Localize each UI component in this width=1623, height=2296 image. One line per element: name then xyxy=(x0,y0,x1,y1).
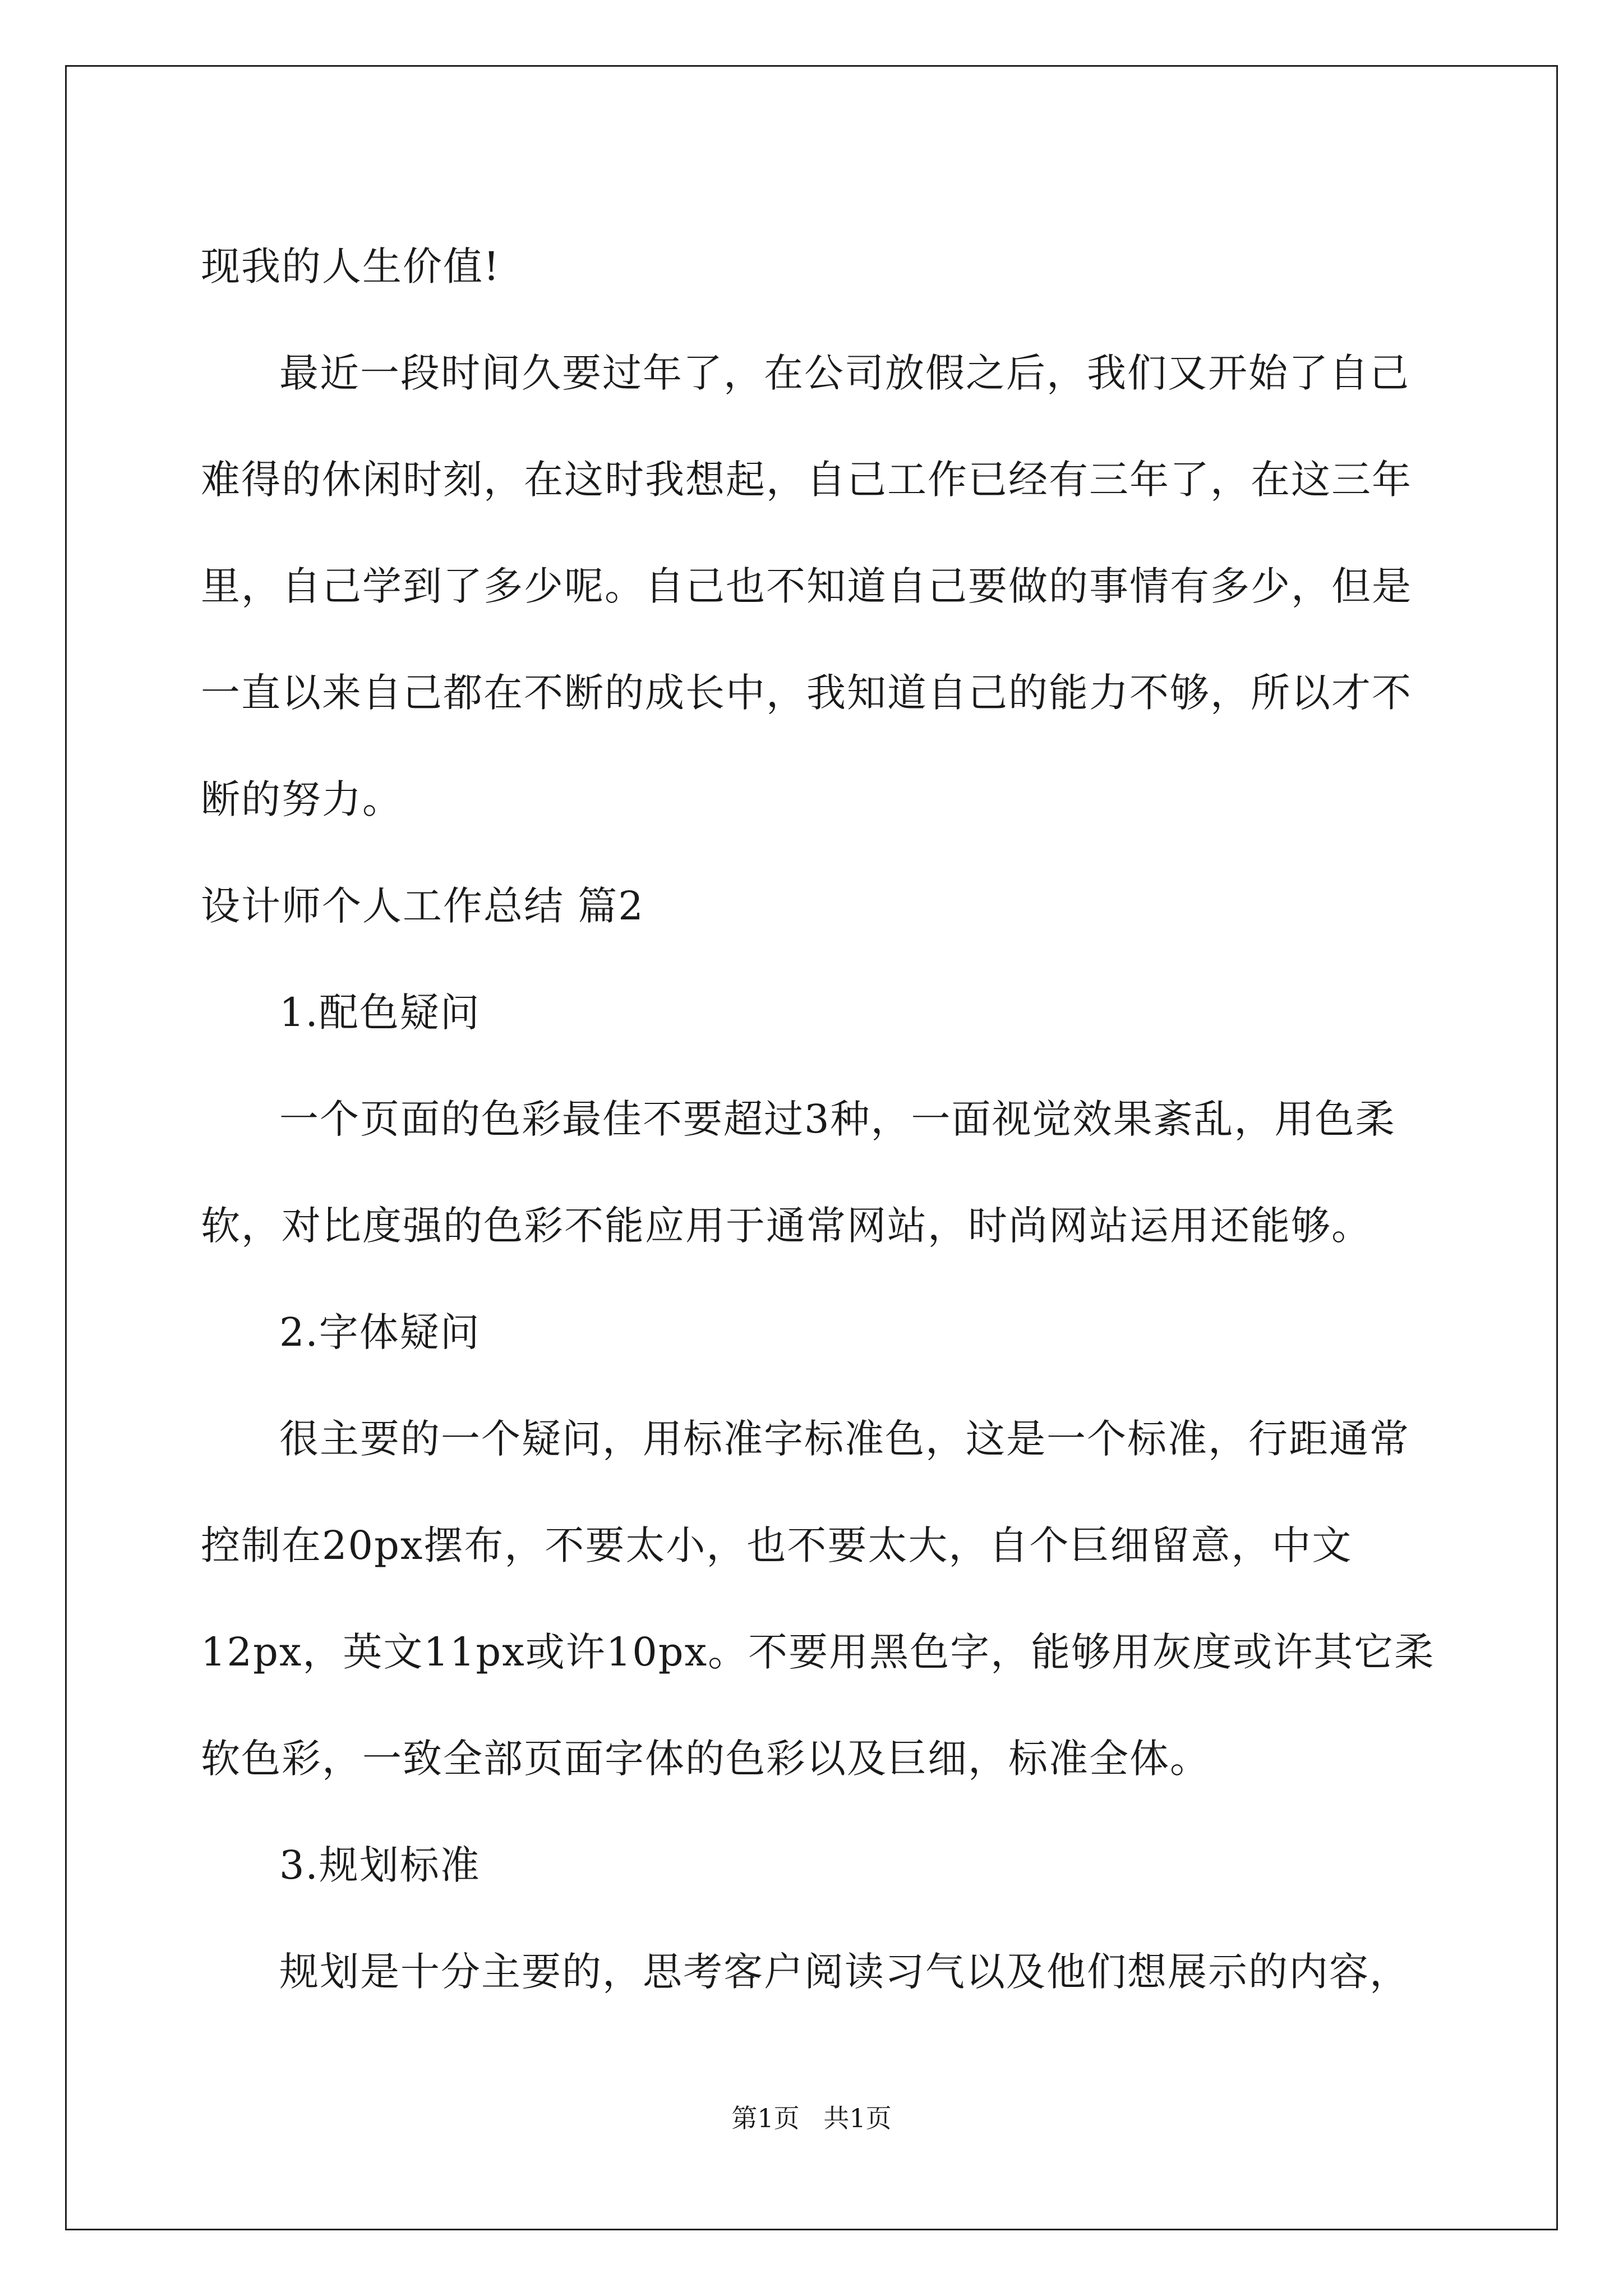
text-line: 一个页面的色彩最佳不要超过3种，一面视觉效果紊乱，用色柔 xyxy=(279,1096,1396,1142)
text-line: 里，自己学到了多少呢。自己也不知道自己要做的事情有多少，但是 xyxy=(201,563,1412,609)
subheading: 2.字体疑问 xyxy=(279,1309,481,1355)
page-number: 第1页 xyxy=(731,2103,800,2133)
text-line: 控制在20px摆布，不要太小，也不要太大，自个巨细留意，中文 xyxy=(201,1522,1353,1568)
page-total: 共1页 xyxy=(823,2103,892,2133)
text-line: 软，对比度强的色彩不能应用于通常网站，时尚网站运用还能够。 xyxy=(201,1203,1372,1249)
text-line: 软色彩，一致全部页面字体的色彩以及巨细，标准全体。 xyxy=(201,1736,1210,1782)
text-line: 断的努力。 xyxy=(201,776,403,822)
subheading: 3.规划标准 xyxy=(279,1842,481,1888)
text-line: 难得的休闲时刻，在这时我想起，自己工作已经有三年了，在这三年 xyxy=(201,457,1412,503)
text-line: 规划是十分主要的，思考客户阅读习气以及他们想展示的内容， xyxy=(279,1949,1410,1995)
text-line: 最近一段时间久要过年了，在公司放假之后，我们又开始了自己 xyxy=(279,350,1410,396)
text-line: 很主要的一个疑问，用标准字标准色，这是一个标准，行距通常 xyxy=(279,1416,1410,1462)
text-line: 现我的人生价值! xyxy=(201,243,501,289)
section-heading: 设计师个人工作总结 篇2 xyxy=(201,883,644,929)
page-footer xyxy=(0,2098,1623,2135)
subheading: 1.配色疑问 xyxy=(279,990,481,1036)
document-body xyxy=(201,213,1435,2025)
text-line: 12px，英文11px或许10px。不要用黑色字，能够用灰度或许其它柔 xyxy=(201,1629,1435,1675)
text-line: 一直以来自己都在不断的成长中，我知道自己的能力不够，所以才不 xyxy=(201,670,1412,716)
